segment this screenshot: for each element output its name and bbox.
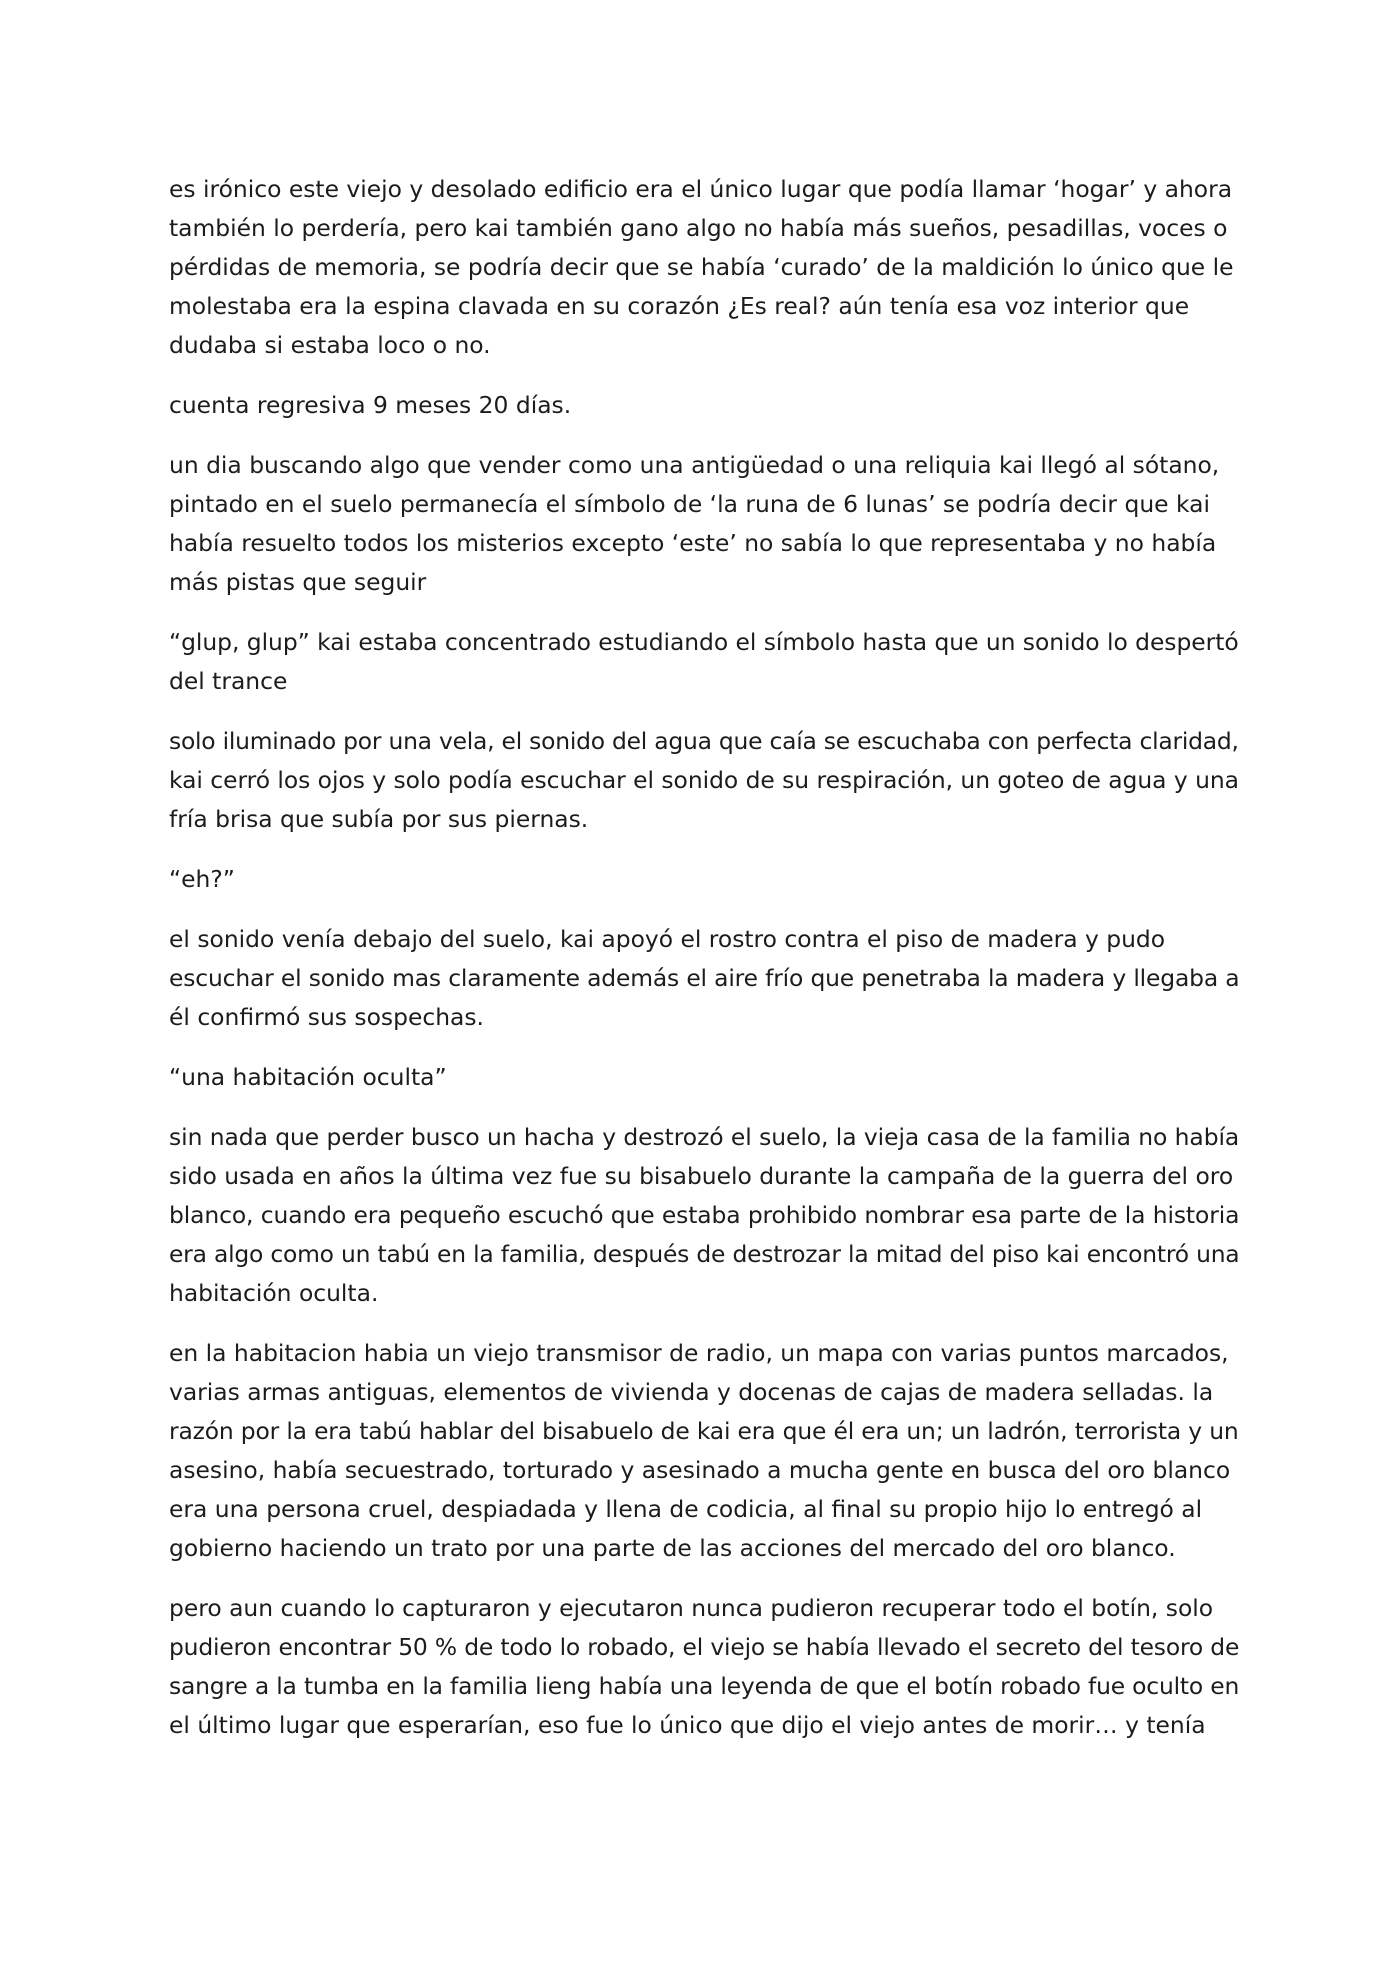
text-line: cuenta regresiva 9 meses 20 días. [169,391,572,419]
text-line: habitación oculta. [169,1279,379,1307]
paragraph-3 [169,446,1239,602]
text-line: kai cerró los ojos y solo podía escuchar el sonido de su respiración, un goteo de agua y una [169,766,1239,794]
text-line: pero aun cuando lo capturaron y ejecutaron nunca pudieron recuperar todo el botín, solo [169,1594,1214,1622]
paragraph-2 [169,386,1239,425]
text-line: dudaba si estaba loco o no. [169,331,491,359]
text-line: más pistas que seguir [169,568,427,596]
text-line: es irónico este viejo y desolado edificio era el único lugar que podía llamar ‘hogar’ y ahora [169,175,1233,203]
text-line: pintado en el suelo permanecía el símbolo de ‘la runa de 6 lunas’ se podría decir que kai [169,490,1210,518]
text-line: del trance [169,667,288,695]
text-line: blanco, cuando era pequeño escuchó que estaba prohibido nombrar esa parte de la historia [169,1201,1240,1229]
text-line: él confirmó sus sospechas. [169,1003,484,1031]
paragraph-1 [169,170,1239,365]
text-line: “una habitación oculta” [169,1063,447,1091]
text-line: solo iluminado por una vela, el sonido del agua que caía se escuchaba con perfecta claridad, [169,727,1239,755]
paragraph-10 [169,1334,1239,1568]
text-line: gobierno haciendo un trato por una parte de las acciones del mercado del oro blanco. [169,1534,1176,1562]
text-line: había resuelto todos los misterios excepto ‘este’ no sabía lo que representaba y no había [169,529,1217,557]
paragraph-8 [169,1058,1239,1097]
text-line: asesino, había secuestrado, torturado y asesinado a mucha gente en busca del oro blanco [169,1456,1231,1484]
text-line: “glup, glup” kai estaba concentrado estudiando el símbolo hasta que un sonido lo despertó [169,628,1239,656]
text-line: sin nada que perder busco un hacha y destrozó el suelo, la vieja casa de la familia no había [169,1123,1240,1151]
text-line: pérdidas de memoria, se podría decir que se había ‘curado’ de la maldición lo único que le [169,253,1234,281]
paragraph-4 [169,623,1239,701]
paragraph-7 [169,920,1239,1037]
text-line: sido usada en años la última vez fue su bisabuelo durante la campaña de la guerra del oro [169,1162,1234,1190]
text-line: varias armas antiguas, elementos de vivienda y docenas de cajas de madera selladas. la [169,1378,1214,1406]
text-line: el sonido venía debajo del suelo, kai apoyó el rostro contra el piso de madera y pudo [169,925,1166,953]
paragraph-11 [169,1589,1239,1745]
text-line: en la habitacion habia un viejo transmisor de radio, un mapa con varias puntos marcados, [169,1339,1229,1367]
text-line: también lo perdería, pero kai también gano algo no había más sueños, pesadillas, voces o [169,214,1228,242]
document-page [169,170,1239,1766]
paragraph-6 [169,860,1239,899]
paragraph-5 [169,722,1239,839]
text-line: fría brisa que subía por sus piernas. [169,805,589,833]
text-line: el último lugar que esperarían, eso fue lo único que dijo el viejo antes de morir… y tenía [169,1711,1206,1739]
text-line: “eh?” [169,865,235,893]
text-line: era algo como un tabú en la familia, después de destrozar la mitad del piso kai encontró una [169,1240,1240,1268]
text-line: molestaba era la espina clavada en su corazón ¿Es real? aún tenía esa voz interior que [169,292,1190,320]
text-line: razón por la era tabú hablar del bisabuelo de kai era que él era un; un ladrón, terrorista y un [169,1417,1239,1445]
text-line: era una persona cruel, despiadada y llena de codicia, al final su propio hijo lo entregó al [169,1495,1203,1523]
text-line: un dia buscando algo que vender como una antigüedad o una reliquia kai llegó al sótano, [169,451,1220,479]
text-line: escuchar el sonido mas claramente además el aire frío que penetraba la madera y llegaba a [169,964,1240,992]
paragraph-9 [169,1118,1239,1313]
text-line: sangre a la tumba en la familia lieng había una leyenda de que el botín robado fue oculto en [169,1672,1240,1700]
text-line: pudieron encontrar 50 % de todo lo robado, el viejo se había llevado el secreto del tesoro de [169,1633,1240,1661]
